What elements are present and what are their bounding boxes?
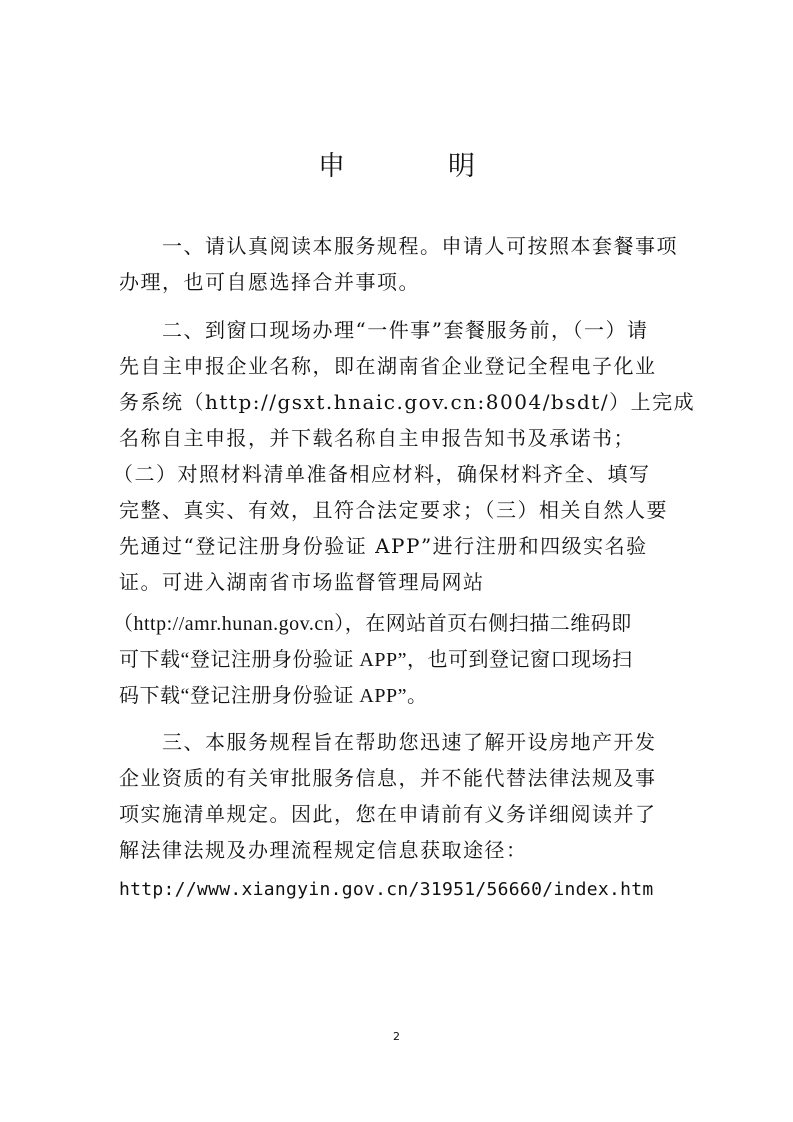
page-number: 2 bbox=[393, 1030, 400, 1043]
paragraph-2-line-1: 二、到窗口现场办理“一件事”套餐服务前，（一）请 bbox=[119, 318, 649, 342]
paragraph-2-line-7: 先通过“登记注册身份验证 APP”进行注册和四级实名验 bbox=[119, 534, 648, 558]
paragraph-1-line-1: 一、请认真阅读本服务规程。申请人可按照本套餐事项 bbox=[119, 234, 678, 258]
paragraph-2-line-5: （二）对照材料清单准备相应材料，确保材料齐全、填写 bbox=[113, 462, 651, 486]
paragraph-2-line-8: 证。可进入湖南省市场监督管理局网站 bbox=[119, 570, 485, 594]
page-title: 申 明 bbox=[318, 151, 513, 182]
paragraph-2-line-4: 名称自主申报，并下载名称自主申报告知书及承诺书； bbox=[119, 426, 635, 450]
paragraph-3-line-2: 企业资质的有关审批服务信息，并不能代替法律法规及事 bbox=[119, 766, 657, 790]
paragraph-2-line-2: 先自主申报企业名称，即在湖南省企业登记全程电子化业 bbox=[119, 354, 657, 378]
paragraph-2-line-11: 码下载“登记注册身份验证 APP”。 bbox=[119, 685, 428, 707]
paragraph-3-line-1: 三、本服务规程旨在帮助您迅速了解开设房地产开发 bbox=[119, 730, 657, 754]
paragraph-1-line-2: 办理，也可自愿选择合并事项。 bbox=[119, 270, 420, 294]
paragraph-2-line-9-with-url: （http://amr.hunan.gov.cn），在网站首页右侧扫描二维码即 bbox=[113, 613, 632, 635]
paragraph-2-line-10: 可下载“登记注册身份验证 APP”，也可到登记窗口现场扫 bbox=[119, 649, 633, 671]
paragraph-3-line-4: 解法律法规及办理流程规定信息获取途径： bbox=[119, 838, 528, 862]
paragraph-2-line-6: 完整、真实、有效，且符合法定要求；（三）相关自然人要 bbox=[119, 498, 668, 522]
reference-url: http://www.xiangyin.gov.cn/31951/56660/index.htm bbox=[119, 879, 654, 900]
paragraph-2-line-3-with-url: 务系统（http://gsxt.hnaic.gov.cn:8004/bsdt/）上完成 bbox=[119, 390, 696, 414]
paragraph-3-line-3: 项实施清单规定。因此，您在申请前有义务详细阅读并了 bbox=[119, 802, 657, 826]
